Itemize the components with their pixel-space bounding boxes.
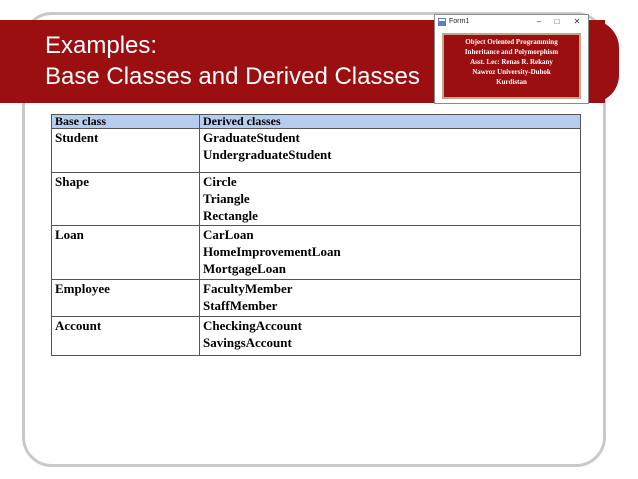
derived-class: Triangle (203, 191, 250, 206)
table-row (52, 129, 581, 173)
base-class-cell: Employee (52, 280, 200, 317)
table-header-row (52, 115, 581, 129)
slide-title (45, 30, 420, 92)
derived-class: SavingsAccount (203, 335, 292, 350)
derived-classes-cell (200, 226, 581, 280)
derived-class: StaffMember (203, 298, 278, 313)
form-label-line: Inheritance and Polymorphism (464, 48, 559, 56)
derived-class: FacultyMember (203, 281, 293, 296)
form-window (434, 14, 589, 104)
form-label-panel (442, 33, 581, 99)
base-class-cell: Student (52, 129, 200, 173)
form-title: Form1 (449, 18, 470, 25)
form-label-line: Object Oriented Programming (465, 38, 558, 46)
minimize-button[interactable]: – (536, 17, 542, 26)
maximize-button[interactable]: □ (554, 17, 560, 26)
derived-classes-cell (200, 173, 581, 226)
slide-title-line-1: Examples: (45, 32, 158, 59)
derived-class: Circle (203, 174, 237, 189)
form-label-line: Kurdistan (496, 78, 527, 86)
derived-class: HomeImprovementLoan (203, 244, 341, 259)
form-label (444, 37, 579, 87)
base-class-cell: Account (52, 317, 200, 356)
derived-classes-cell (200, 280, 581, 317)
slide-title-line-2: Base Classes and Derived Classes (45, 63, 420, 90)
derived-class: GraduateStudent (203, 130, 300, 145)
table-row (52, 173, 581, 226)
close-button[interactable]: ✕ (573, 17, 581, 26)
derived-class: CarLoan (203, 227, 254, 242)
table-row (52, 280, 581, 317)
derived-class: UndergraduateStudent (203, 147, 332, 162)
derived-class: CheckingAccount (203, 318, 302, 333)
table-row (52, 317, 581, 356)
table-row (52, 226, 581, 280)
base-class-cell: Loan (52, 226, 200, 280)
form-label-line: Asst. Lec: Renas R. Rekany (470, 58, 553, 66)
derived-classes-cell (200, 317, 581, 356)
form-label-line: Nawroz University-Duhok (472, 68, 551, 76)
derived-class: MortgageLoan (203, 261, 287, 276)
derived-classes-cell (200, 129, 581, 173)
header-derived-classes: Derived classes (200, 115, 581, 129)
app-icon (438, 18, 446, 26)
derived-class: Rectangle (203, 208, 258, 223)
form-titlebar[interactable] (435, 15, 588, 29)
base-class-cell: Shape (52, 173, 200, 226)
header-base-class: Base class (52, 115, 200, 129)
class-table (51, 114, 581, 356)
